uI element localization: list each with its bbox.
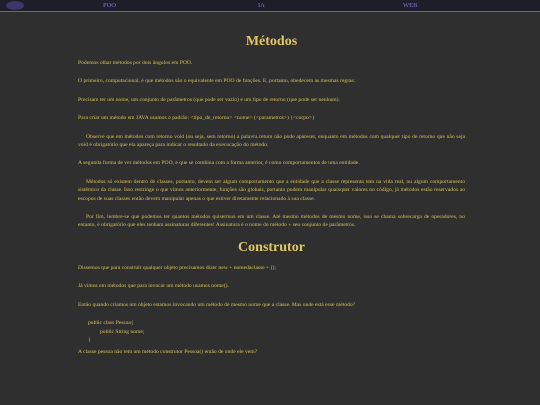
construtor-paragraph: Dissemos que para construir qualquer objeto precisamos dizer new + nomedaclasse + (); bbox=[78, 264, 276, 271]
logo-icon[interactable] bbox=[6, 1, 24, 10]
nav-link-web[interactable]: WEB bbox=[403, 2, 418, 9]
metodos-paragraph: Podemos olhar métodos por dois ângulos em POO. bbox=[78, 60, 193, 66]
metodos-paragraph: Para criar um método em JAVA usamos o padrão: <tipo_de_retorno> <nome> (<parametros>) {<corpo>} bbox=[78, 115, 315, 122]
top-nav-bar bbox=[0, 0, 540, 12]
metodos-paragraph: Por fim, lembre-se que podemos ter quantos métodos quisermos em um classe. Até mesmo métodos de mesmo nome, isso se chama sobrecarga de operadores, no entanto, é obrigatório que eles tenham assinaturas diferentes! Assinatura é o nome do método + seu conjunto de parâmetros. bbox=[78, 214, 465, 229]
metodos-paragraph: A segunda forma de ver métodos em POO, e que se combina com a forma anterior, é como comportamentos de uma entidade. bbox=[78, 160, 360, 167]
nav-link-ia[interactable]: IA bbox=[258, 2, 265, 9]
main-content bbox=[78, 12, 465, 367]
construtor-paragraph: A classe pessoa não tem um método construtor Pessoa() então de onde ele vem? bbox=[78, 349, 258, 356]
construtor-paragraph: Então quando criamos um objeto estamos invocando um método de mesmo nome que a classe. Mas onde está esse método? bbox=[78, 301, 356, 308]
code-line: public String nome; bbox=[100, 328, 145, 335]
construtor-paragraph: Já vimos em métodos que para invocar um método usamos nome(). bbox=[78, 283, 229, 290]
metodos-paragraph: O primeiro, computacional, é que métodos são o equivalente em POO de funções. E, portanto, obedecem as mesmas regras: bbox=[78, 78, 356, 85]
nav-link-poo[interactable]: POO bbox=[103, 2, 117, 9]
code-block bbox=[88, 319, 465, 344]
metodos-paragraph: Observe que em métodos com retorno void (ou seja, sem retorno) a palavra return não pode aparecer, enquanto em métodos com qualquer tipo de retorno que não seja void é obrigatório que ela apareça para indicar o resultado da execucação do método. bbox=[78, 133, 465, 149]
code-line: } bbox=[88, 336, 91, 343]
code-line: public class Pessoa{ bbox=[88, 320, 134, 327]
section-title-metodos: Métodos bbox=[245, 34, 298, 49]
metodos-paragraph: Métodos só existem dentro de classes, portanto, devem ser algum comportamento que a entidade que a classe representa tem na vida real, ou algum comportamento sistêmico da classe. Isso restringe o que vimos anteriormente, funções são globais, portanto podem manipular quaisquer valores no código, já métodos estão reservados ao escopos de suas classes então devem manipular apenas o que estiver diretamente relacionado à sua classe. bbox=[78, 178, 465, 202]
metodos-paragraph: Precisam ter um nome, um conjunto de parâmetros (que pode ser vazio) e um tipo de retorno (que pode ser nenhum). bbox=[78, 96, 340, 103]
section-title-construtor: Construtor bbox=[238, 239, 305, 255]
